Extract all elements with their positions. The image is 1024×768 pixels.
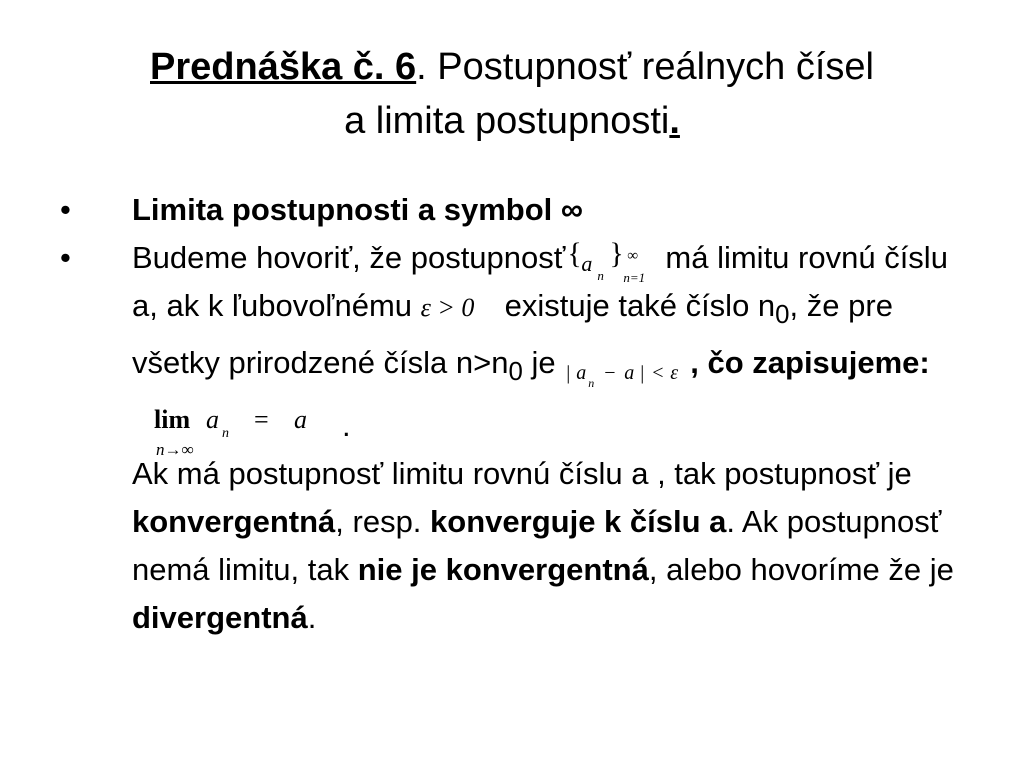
epsilon-formula: ε > 0 xyxy=(420,292,475,322)
text-segment: . Ak postupnosť nemá limitu, tak xyxy=(132,504,942,588)
title-text-2: a limita postupnosti xyxy=(344,100,670,142)
bold-term: konvergentná xyxy=(132,504,336,540)
absolute-value-formula xyxy=(564,343,690,391)
abs-index: n xyxy=(588,376,595,391)
lim-term: a xyxy=(206,405,219,435)
bullet-marker: • xyxy=(60,192,71,227)
text-segment: . xyxy=(307,600,317,636)
text-segment: , alebo hovoríme že je xyxy=(648,552,954,588)
abs-bar: | xyxy=(566,362,571,385)
text-segment: Ak má postupnosť limitu rovnú číslu a , tak postupnosť je xyxy=(132,456,912,492)
text-segment: , že pre všetky prirodzené čísla n>n xyxy=(132,288,893,381)
lim-operator: lim xyxy=(154,405,191,435)
abs-lt: < xyxy=(652,362,664,385)
seq-lower: n=1 xyxy=(623,270,646,285)
title-end: . xyxy=(669,100,680,142)
text-segment: , čo zapisujeme: xyxy=(690,345,930,381)
abs-minus: − xyxy=(604,362,616,385)
bullet-item-2 xyxy=(60,234,960,642)
bold-term: nie je konvergentná xyxy=(357,552,649,588)
text-segment: má limitu rovnú číslu a, ak k ľubovoľnému xyxy=(132,240,948,323)
bullet-item-1 xyxy=(60,186,960,234)
lim-equals: = xyxy=(254,405,269,435)
text-segment: existuje také číslo n xyxy=(504,288,776,323)
limit-formula xyxy=(132,396,342,460)
bullet-marker: • xyxy=(60,240,71,275)
lim-under: n→∞ xyxy=(156,440,194,460)
subscript: 0 xyxy=(508,358,523,387)
lim-value: a xyxy=(294,405,307,435)
bold-term: konverguje k číslu a xyxy=(430,504,727,540)
seq-term: a xyxy=(581,251,593,276)
lecture-number: Prednáška č. 6 xyxy=(150,46,417,88)
abs-bar: | xyxy=(640,362,645,385)
abs-term: a xyxy=(576,362,587,385)
bullet-heading: Limita postupnosti a symbol ∞ xyxy=(132,192,583,227)
brace-close: } xyxy=(609,237,624,270)
title-text: . Postupnosť reálnych čísel xyxy=(416,46,874,88)
bullet-list xyxy=(60,186,960,642)
abs-a: a xyxy=(624,362,635,385)
slide-title xyxy=(0,40,1024,148)
text-segment: Budeme hovoriť, že postupnosť xyxy=(132,240,566,275)
title-line-1 xyxy=(0,40,1024,94)
lim-index: n xyxy=(222,426,229,442)
brace-open: { xyxy=(567,237,582,270)
sequence-formula xyxy=(565,234,665,285)
seq-upper: ∞ xyxy=(627,248,639,264)
bold-term: divergentná xyxy=(132,600,308,636)
seq-index: n xyxy=(597,268,604,283)
title-line-2 xyxy=(0,94,1024,148)
text-segment: je xyxy=(522,345,556,381)
abs-eps: ε xyxy=(670,362,679,385)
text-segment: , resp. xyxy=(335,504,431,540)
subscript: 0 xyxy=(775,301,790,330)
text-segment: . xyxy=(342,408,351,444)
